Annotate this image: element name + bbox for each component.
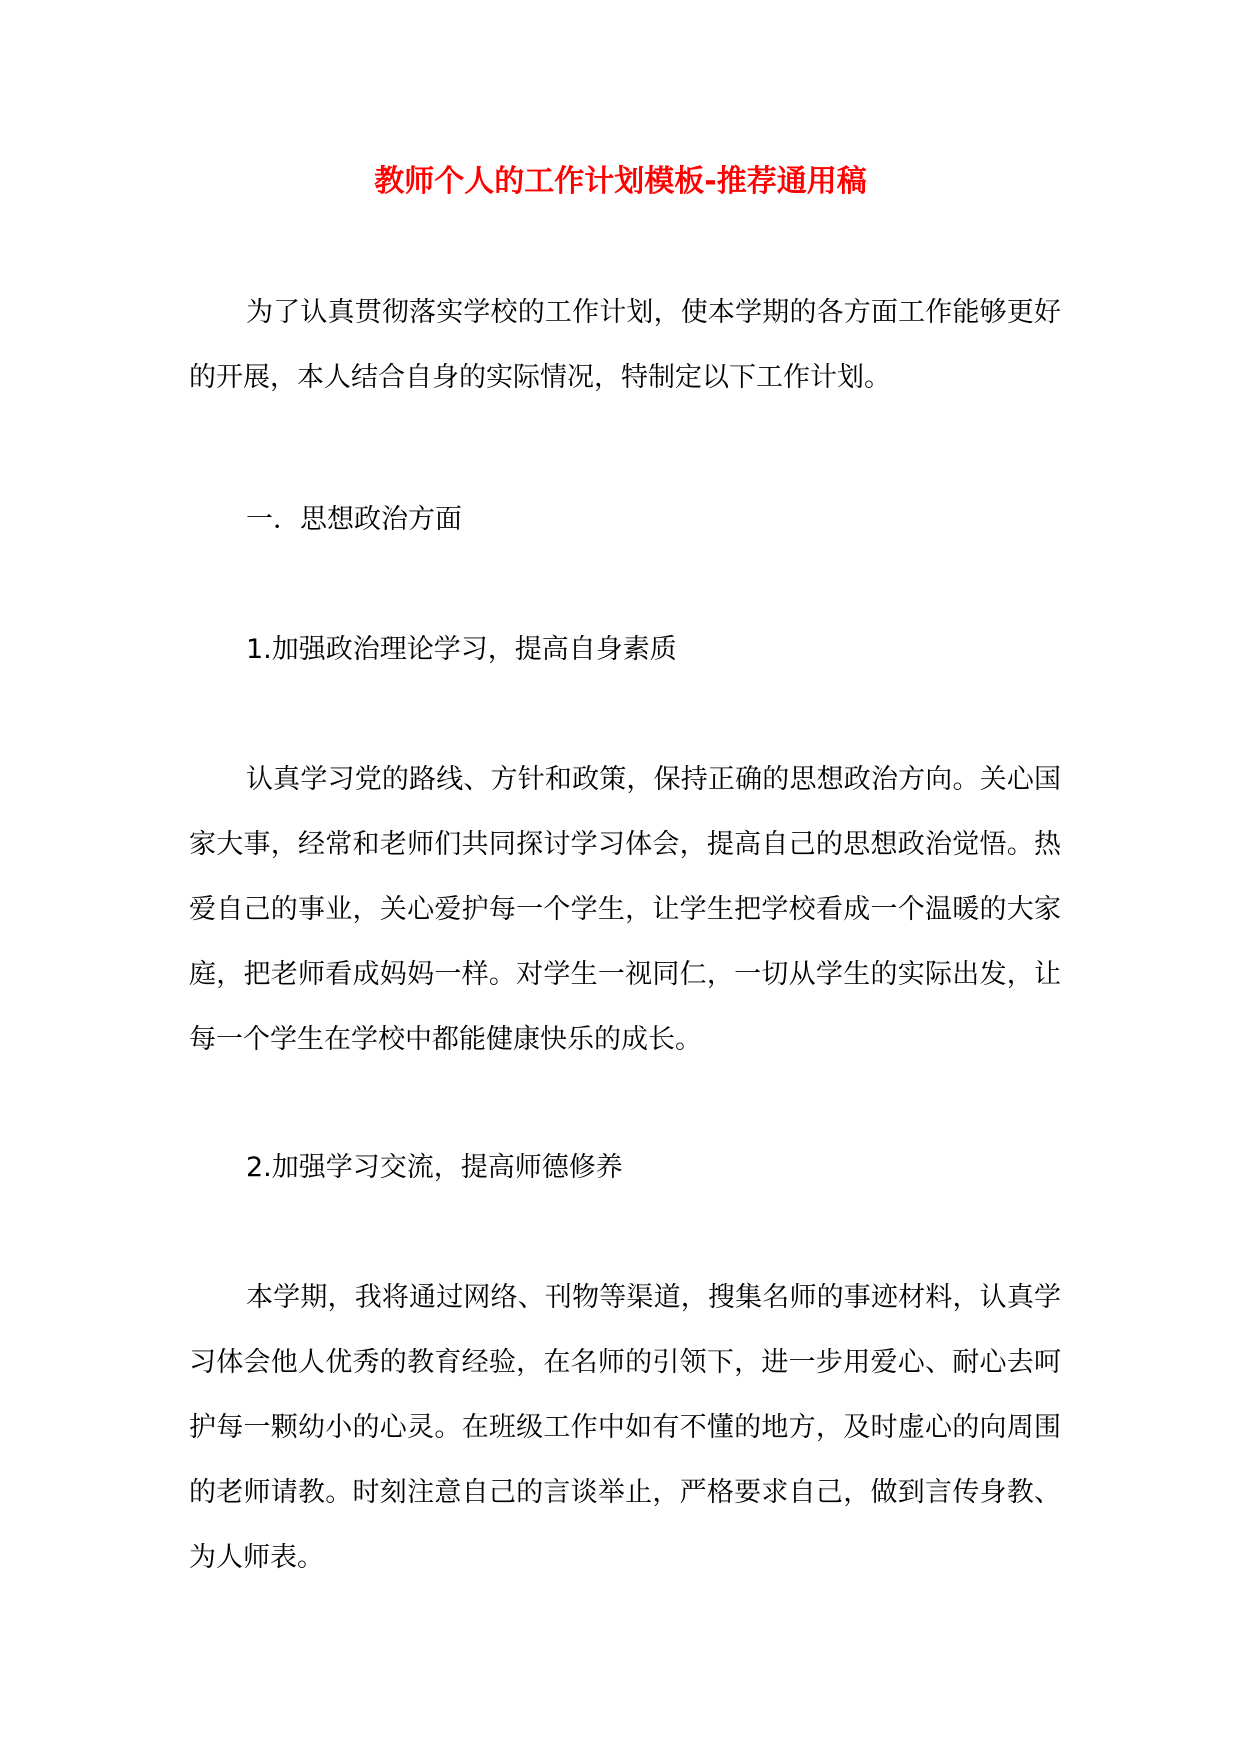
section-heading-ideology: 一．思想政治方面 bbox=[246, 504, 462, 535]
intro-paragraph: 为了认真贯彻落实学校的工作计划，使本学期的各方面工作能够更好的开展，本人结合自身的实际情况，特制定以下工作计划。 bbox=[189, 297, 1061, 393]
paragraph-political-study: 认真学习党的路线、方针和政策，保持正确的思想政治方向。关心国家大事，经常和老师们共同探讨学习体会，提高自己的思想政治觉悟。热爱自己的事业，关心爱护每一个学生，让学生把学校看成一个温暖的大家庭，把老师看成妈妈一样。对学生一视同仁，一切从学生的实际出发，让每一个学生在学校中都能健康快乐的成长。 bbox=[189, 764, 1061, 1055]
paragraph-learning-exchange: 本学期，我将通过网络、刊物等渠道，搜集名师的事迹材料，认真学习体会他人优秀的教育经验，在名师的引领下，进一步用爱心、耐心去呵护每一颗幼小的心灵。在班级工作中如有不懂的地方，及时虚心的向周围的老师请教。时刻注意自己的言谈举止，严格要求自己，做到言传身教、为人师表。 bbox=[189, 1282, 1061, 1573]
subheading-learning-exchange: 2.加强学习交流，提高师德修养 bbox=[246, 1152, 623, 1183]
document-title: 教师个人的工作计划模板-推荐通用稿 bbox=[374, 164, 867, 199]
subheading-political-study: 1.加强政治理论学习，提高自身素质 bbox=[246, 634, 677, 665]
